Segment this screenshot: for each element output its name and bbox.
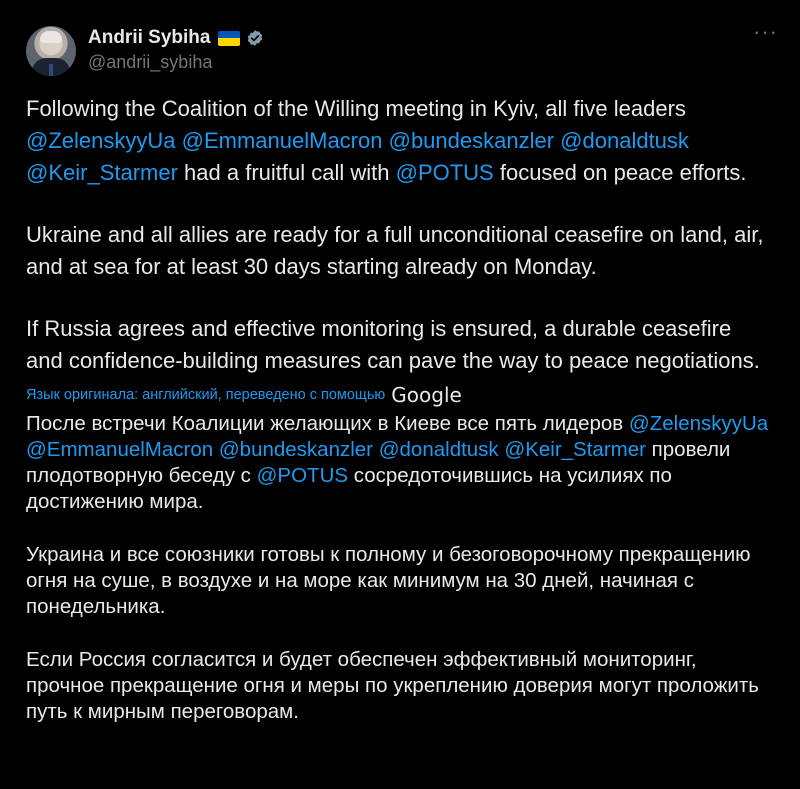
mention-link[interactable]: @ZelenskyyUa	[26, 128, 176, 153]
mention-link[interactable]: @Keir_Starmer	[504, 438, 646, 461]
translated-text	[26, 411, 774, 725]
avatar[interactable]	[26, 26, 76, 76]
text-segment: сосредоточившись на усилиях по достижению мира.	[26, 464, 672, 513]
avatar-hair	[40, 31, 62, 43]
mention-link[interactable]: @EmmanuelMacron	[26, 438, 214, 461]
author-name-row	[88, 27, 264, 49]
mention-link[interactable]: @EmmanuelMacron	[181, 128, 383, 153]
text-segment: had a fruitful call with	[177, 160, 396, 185]
more-options-button[interactable]: ···	[753, 19, 778, 44]
text-segment: После встречи Коалиции желающих в Киеве все пять лидеров	[26, 412, 629, 435]
tweet-paragraph-3: If Russia agrees and effective monitoring is ensured, a durable ceasefire and confidence-building measures can pave the way to peace negotiations.	[26, 316, 760, 373]
mention-link[interactable]: @donaldtusk	[378, 438, 499, 461]
google-logo: Google	[391, 383, 462, 407]
mention-link[interactable]: @donaldtusk	[560, 128, 689, 153]
mention-link[interactable]: @POTUS	[395, 160, 494, 185]
mention-link[interactable]: @bundeskanzler	[218, 438, 374, 461]
mention-link[interactable]: @bundeskanzler	[388, 128, 555, 153]
tweet-paragraph-1	[26, 93, 774, 189]
text-segment: провели плодотворную беседу с	[26, 438, 731, 487]
text-segment: Following the Coalition of the Willing meeting in Kyiv, all five leaders	[26, 96, 686, 121]
translated-paragraph-2: Украина и все союзники готовы к полному и безоговорочному прекращению огня на суше, в воздухе и на море как минимум на 30 дней, начиная с понедельника.	[26, 543, 751, 618]
tweet-paragraph-2: Ukraine and all allies are ready for a full unconditional ceasefire on land, air, and at sea for at least 30 days starting already on Monday.	[26, 222, 764, 279]
translation-note	[26, 383, 774, 407]
mention-link[interactable]: @ZelenskyyUa	[628, 412, 769, 435]
tweet-text	[26, 93, 774, 377]
author-name[interactable]: Andrii Sybiha	[88, 27, 211, 48]
mention-link[interactable]: @POTUS	[256, 464, 349, 487]
author-info	[88, 22, 264, 73]
ukraine-flag-icon	[218, 31, 240, 46]
verified-badge-icon[interactable]	[246, 29, 264, 47]
tweet-header	[26, 22, 774, 76]
translated-paragraph-3: Если Россия согласится и будет обеспечен эффективный мониторинг, прочное прекращение огня и меры по укреплению доверия могут проложить путь к мирным переговорам.	[26, 648, 759, 723]
translation-note-text[interactable]: Язык оригинала: английский, переведено с помощью	[26, 387, 386, 403]
avatar-tie	[49, 64, 53, 76]
text-segment: focused on peace efforts.	[493, 160, 747, 185]
author-handle[interactable]: @andrii_sybiha	[88, 52, 213, 72]
mention-link[interactable]: @Keir_Starmer	[26, 160, 178, 185]
translated-paragraph-1	[26, 411, 774, 515]
